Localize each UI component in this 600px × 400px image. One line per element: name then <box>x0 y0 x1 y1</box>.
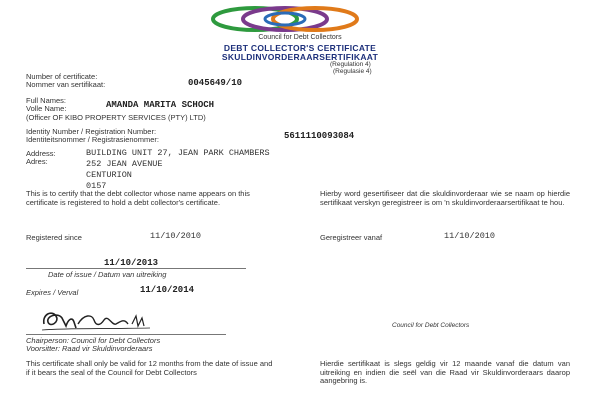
date-of-issue-label: Date of issue / Datum van uitreiking <box>48 270 167 279</box>
certify-text-afrikaans: Hierby word gesertifiseer dat die skuldinvorderaar wie se naam op hierdie sertifikaat verskyn geregistreer is om 'n skuldinvorderaarsertifikaat te hou. <box>320 189 570 207</box>
address-line-2: 252 JEAN AVENUE <box>86 159 163 169</box>
identity-number-label-en: Identity Number / Registration Number: <box>26 127 157 136</box>
officer-of: (Officer OF KIBO PROPERTY SERVICES (PTY) LTD) <box>26 113 206 122</box>
certificate-number-value: 0045649/10 <box>188 78 243 88</box>
date-of-issue-line <box>26 268 246 269</box>
certificate-number-label-en: Number of certificate: <box>26 72 98 81</box>
full-names-label-af: Volle Name: <box>26 104 67 113</box>
geregistreer-vanaf-label: Geregistreer vanaf <box>320 233 383 242</box>
validity-text-english: This certificate shall only be valid for 12 months from the date of issue and if it bears the seal of the Council for Debt Collectors <box>26 359 273 377</box>
title-english: DEBT COLLECTOR'S CERTIFICATE <box>223 43 377 53</box>
title-afrikaans: SKULDINVORDERAARSERTIFIKAAT <box>221 52 379 62</box>
validity-text-afrikaans: Hierdie sertifikaat is slegs geldig vir 12 maande vanaf die datum van uitreiking en indien die seël van die Raad vir Skuldinvorderaars daarop aangebring is. <box>320 359 570 385</box>
registered-since-value: 11/10/2010 <box>150 231 202 241</box>
seal-caption: Council for Debt Collectors <box>392 322 470 329</box>
organization-name: Council for Debt Collectors <box>258 34 342 41</box>
expires-value: 11/10/2014 <box>140 285 195 295</box>
registered-since-label: Registered since <box>26 233 82 242</box>
address-label-en: Address: <box>26 149 56 158</box>
regulation-afrikaans: (Regulasie 4) <box>333 68 372 75</box>
date-of-issue-value: 11/10/2013 <box>104 258 159 268</box>
chairperson-line <box>26 334 226 335</box>
certify-text-english: This is to certify that the debt collector whose name appears on this certificate is registered to hold a debt collector's certificate. <box>26 189 250 207</box>
chairperson-label-af: Voorsitter: Raad vir Skuldinvorderaars <box>26 344 153 353</box>
chairperson-signature <box>38 306 178 334</box>
address-label-af: Adres: <box>26 157 48 166</box>
identity-number-value: 5611110093084 <box>284 131 355 141</box>
regulation-english: (Regulation 4) <box>330 61 371 68</box>
address-line-3: CENTURION <box>86 170 132 180</box>
full-names-value: AMANDA MARITA SCHOCH <box>106 100 215 110</box>
geregistreer-vanaf-value: 11/10/2010 <box>444 231 496 241</box>
full-names-label-en: Full Names: <box>26 96 67 105</box>
expires-label: Expires / Verval <box>26 288 79 297</box>
council-logo <box>200 4 370 34</box>
address-line-4: 0157 <box>86 181 107 191</box>
certificate-number-label-af: Nommer van sertifikaat: <box>26 80 106 89</box>
identity-number-label-af: Identiteitsnommer / Registrasienommer: <box>26 135 159 144</box>
chairperson-label-en: Chairperson: Council for Debt Collectors <box>26 336 161 345</box>
address-line-1: BUILDING UNIT 27, JEAN PARK CHAMBERS <box>86 148 270 158</box>
